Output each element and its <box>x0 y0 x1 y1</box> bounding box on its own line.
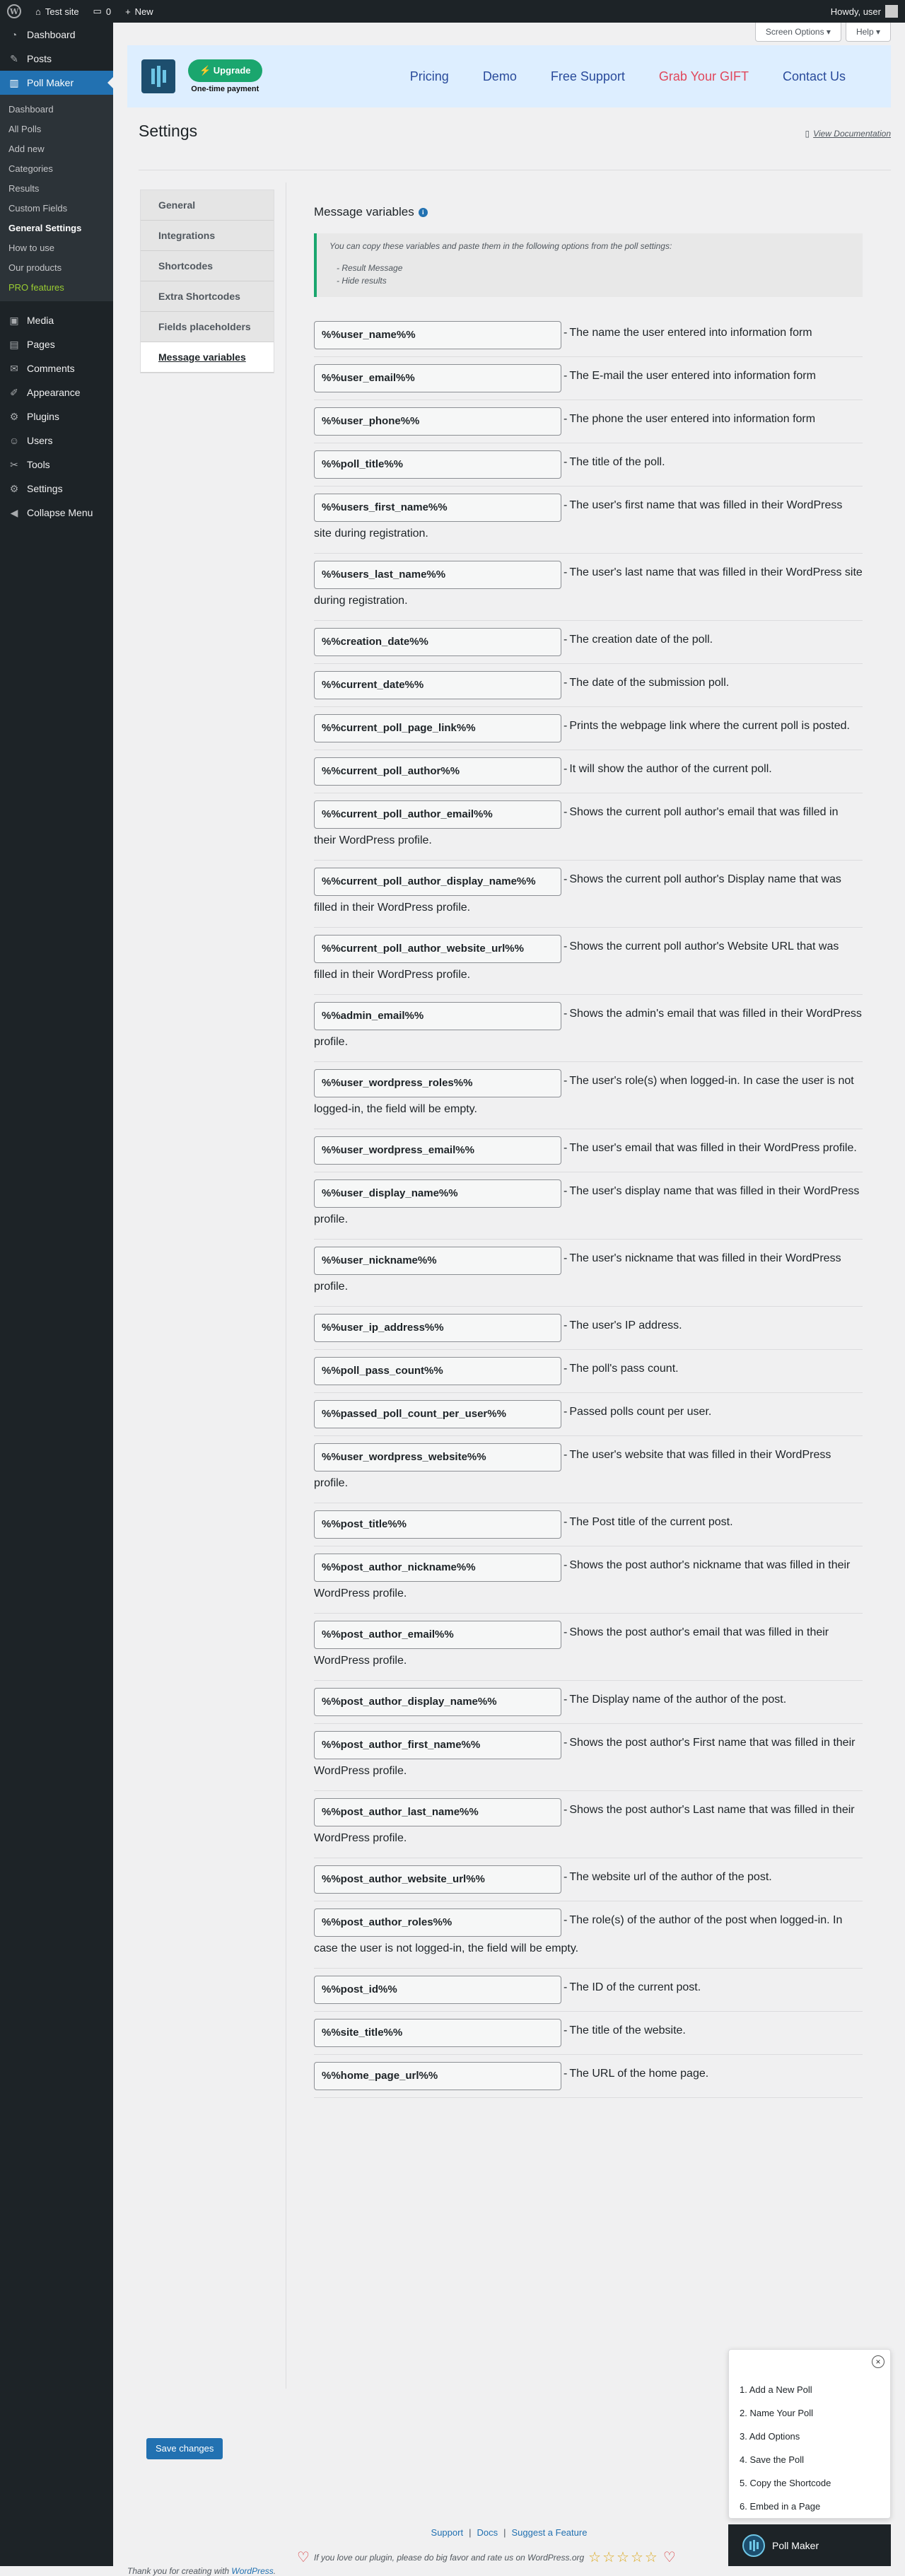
variable-code-field[interactable]: %%post_author_last_name%% <box>314 1798 561 1826</box>
separator: - <box>564 2024 568 2036</box>
variable-row <box>314 400 863 443</box>
separator: - <box>564 873 568 885</box>
variable-row <box>314 486 863 554</box>
guide-step[interactable]: 6. Embed in a Page <box>740 2501 821 2512</box>
menu-label: Users <box>27 435 53 446</box>
separator: - <box>564 2068 568 2080</box>
tab-integrations[interactable]: Integrations <box>141 221 274 251</box>
separator: - <box>564 327 568 339</box>
wordpress-link[interactable]: WordPress <box>231 2566 274 2576</box>
menu-label: Appearance <box>27 387 81 398</box>
separator: - <box>564 1449 568 1461</box>
variable-code-field[interactable]: %%user_phone%% <box>314 407 561 436</box>
submenu-item-general-settings[interactable]: General Settings <box>8 222 82 233</box>
variable-code-field[interactable]: %%current_poll_author_display_name%% <box>314 868 561 896</box>
menu-label: Settings <box>27 483 63 494</box>
promo-link-grab-your-gift[interactable]: Grab Your GIFT <box>658 69 749 83</box>
menu-item-settings[interactable] <box>0 477 113 501</box>
separator: - <box>564 1185 568 1197</box>
variable-code-field[interactable]: %%post_author_roles%% <box>314 1908 561 1937</box>
separator: - <box>564 634 568 646</box>
howdy-text: Howdy, user <box>830 6 881 17</box>
menu-label: Dashboard <box>27 29 76 40</box>
guide-toggle-bar[interactable] <box>728 2524 891 2566</box>
submenu-item-results[interactable]: Results <box>8 182 40 194</box>
separator: - <box>564 1075 568 1087</box>
menu-label: Pages <box>27 339 55 350</box>
variable-row <box>314 1350 863 1393</box>
footer-rate <box>297 2548 676 2566</box>
comment-bubble-icon: ▭ <box>93 6 102 16</box>
posts-icon: ✎ <box>10 52 18 64</box>
menu-label: Poll Maker <box>27 77 74 88</box>
promo-links <box>393 69 863 84</box>
variable-code-field[interactable]: %%post_author_nickname%% <box>314 1554 561 1582</box>
variable-description: The user's website that was filled in their WordPress profile. <box>314 1449 831 1489</box>
menu-item-plugins[interactable] <box>0 404 113 429</box>
variable-code-field[interactable]: %%post_title%% <box>314 1510 561 1539</box>
variable-code-field[interactable]: %%post_author_display_name%% <box>314 1688 561 1716</box>
variable-code-field[interactable]: %%user_name%% <box>314 321 561 349</box>
variable-description: The user's role(s) when logged-in. In case the user is not logged-in, the field will be empty. <box>314 1075 854 1115</box>
promo-link-pricing[interactable]: Pricing <box>409 69 449 83</box>
usage-note <box>314 233 863 297</box>
tab-fields-placeholders[interactable]: Fields placeholders <box>141 312 274 342</box>
promo-link-demo[interactable]: Demo <box>482 69 517 83</box>
variable-row <box>314 995 863 1062</box>
menu-label: Posts <box>27 53 52 64</box>
variable-code-field[interactable]: %%post_id%% <box>314 1976 561 2004</box>
separator: - <box>564 720 568 732</box>
variable-code-field[interactable]: %%poll_pass_count%% <box>314 1357 561 1385</box>
plugins-icon: ⚙ <box>9 410 19 422</box>
variable-description: The website url of the author of the post. <box>569 1871 772 1883</box>
separator: - <box>564 1914 568 1926</box>
separator: - <box>564 1981 568 1993</box>
variable-description: The phone the user entered into information form <box>569 413 816 425</box>
link-separator: | <box>469 2527 472 2538</box>
heart-icon: ♡ <box>662 2550 676 2565</box>
variable-description: Passed polls count per user. <box>569 1406 712 1418</box>
variable-row <box>314 314 863 357</box>
collapse-icon: ◀ <box>10 506 18 518</box>
guide-step[interactable]: 3. Add Options <box>740 2431 800 2442</box>
variable-code-field[interactable]: %%current_poll_author_email%% <box>314 800 561 829</box>
variable-code-field[interactable]: %%current_poll_author_website_url%% <box>314 935 561 963</box>
variable-row <box>314 707 863 750</box>
variable-row <box>314 1614 863 1681</box>
variable-row <box>314 1858 863 1901</box>
variable-description: The date of the submission poll. <box>569 677 730 689</box>
separator: - <box>564 806 568 818</box>
link-separator: | <box>503 2527 506 2538</box>
note-text: You can copy these variables and paste them in the following options from the poll settings: <box>329 241 672 251</box>
variable-code-field[interactable]: %%current_poll_page_link%% <box>314 714 561 742</box>
wp-logo-menu[interactable] <box>0 0 28 23</box>
variable-row <box>314 664 863 707</box>
save-changes-button[interactable]: Save changes <box>146 2438 223 2459</box>
variable-row <box>314 1240 863 1307</box>
variable-description: Shows the post author's First name that was filled in their WordPress profile. <box>314 1737 856 1777</box>
variable-row <box>314 1062 863 1129</box>
account-menu[interactable] <box>824 0 905 23</box>
variable-code-field[interactable]: %%admin_email%% <box>314 1002 561 1030</box>
dashboard-icon: ◔ <box>11 29 18 40</box>
new-content-link[interactable] <box>118 0 160 23</box>
variable-row <box>314 1901 863 1969</box>
promo-link-free-support[interactable]: Free Support <box>550 69 625 83</box>
variable-row <box>314 621 863 664</box>
site-name-link[interactable] <box>28 0 86 23</box>
separator: - <box>564 1406 568 1418</box>
variable-code-field[interactable]: %%poll_title%% <box>314 450 561 479</box>
tab-shortcodes[interactable]: Shortcodes <box>141 251 274 281</box>
menu-label: Tools <box>27 459 50 470</box>
variable-description: Shows the post author's email that was filled in their WordPress profile. <box>314 1626 829 1667</box>
rate-text: If you love our plugin, please do big favor and rate us on WordPress.org <box>313 2552 585 2563</box>
comments-count: 0 <box>105 6 112 17</box>
separator: - <box>564 456 568 468</box>
variable-row <box>314 1393 863 1436</box>
separator: - <box>564 499 568 511</box>
separator: - <box>564 1363 568 1375</box>
variable-code-field[interactable]: %%post_author_first_name%% <box>314 1731 561 1759</box>
variable-code-field[interactable]: %%users_last_name%% <box>314 561 561 589</box>
menu-item-appearance[interactable] <box>0 380 113 404</box>
submenu-item-all-polls[interactable]: All Polls <box>8 123 42 134</box>
variable-row <box>314 1546 863 1614</box>
view-documentation-link[interactable] <box>805 129 891 139</box>
note-item: - Result Message <box>337 262 851 274</box>
separator: - <box>564 413 568 425</box>
variable-code-field[interactable]: %%site_title%% <box>314 2019 561 2047</box>
submenu-item-pro-features[interactable]: PRO features <box>8 281 64 293</box>
heart-icon: ♡ <box>297 2550 310 2565</box>
info-icon[interactable]: i <box>419 208 428 217</box>
variable-code-field[interactable]: %%user_display_name%% <box>314 1179 561 1208</box>
variables-list <box>314 314 863 2098</box>
home-icon: ⌂ <box>35 6 41 17</box>
separator: - <box>564 1142 568 1154</box>
separator: - <box>564 940 568 952</box>
separator: - <box>564 1737 568 1749</box>
footer-link-docs[interactable]: Docs <box>477 2527 498 2538</box>
variable-row <box>314 1724 863 1791</box>
thanks-prefix: Thank you for creating with <box>127 2566 232 2576</box>
menu-item-pages[interactable] <box>0 332 113 356</box>
variable-row <box>314 1681 863 1724</box>
separator: - <box>564 677 568 689</box>
comments-link[interactable] <box>86 0 119 23</box>
variable-row <box>314 1969 863 2012</box>
page-title: Settings <box>139 122 198 140</box>
variable-description: The ID of the current post. <box>569 1981 701 1993</box>
variable-row <box>314 443 863 486</box>
comments-icon: ✉ <box>10 362 18 374</box>
footer-link-support[interactable]: Support <box>431 2527 464 2538</box>
upgrade-button[interactable]: ⚡ Upgrade <box>188 59 262 82</box>
one-time-payment-label: One-time payment <box>191 85 259 93</box>
tab-message-variables[interactable]: Message variables <box>141 342 274 373</box>
appearance-icon: ✐ <box>10 386 18 398</box>
submenu-item-our-products[interactable]: Our products <box>8 262 62 273</box>
note-item: - Hide results <box>337 274 851 287</box>
separator: - <box>564 566 568 578</box>
variable-row <box>314 357 863 400</box>
variable-code-field[interactable]: %%user_email%% <box>314 364 561 392</box>
rating-stars[interactable]: ☆☆☆☆☆ <box>588 2550 659 2565</box>
document-icon: ▯ <box>805 129 810 139</box>
variable-description: The user's first name that was filled in their WordPress site during registration. <box>314 499 843 540</box>
variable-description: The E-mail the user entered into information form <box>569 370 816 382</box>
promo-banner <box>127 45 891 107</box>
separator: - <box>564 1871 568 1883</box>
variable-description: The Display name of the author of the post. <box>569 1694 787 1706</box>
variable-row <box>314 1436 863 1503</box>
menu-label: Comments <box>27 363 75 374</box>
guide-step[interactable]: 5. Copy the Shortcode <box>740 2478 831 2488</box>
variable-description: The user's email that was filled in their WordPress profile. <box>569 1142 857 1154</box>
variable-code-field[interactable]: %%users_first_name%% <box>314 494 561 522</box>
variable-code-field[interactable]: %%user_nickname%% <box>314 1247 561 1275</box>
guide-step[interactable]: 2. Name Your Poll <box>740 2408 814 2418</box>
menu-item-users[interactable] <box>0 429 113 453</box>
variable-description: The user's nickname that was filled in their WordPress profile. <box>314 1252 841 1293</box>
separator: - <box>564 763 568 775</box>
poll-maker-logo <box>141 59 175 93</box>
variable-description: The title of the poll. <box>569 456 665 468</box>
variable-row <box>314 928 863 995</box>
wordpress-logo-icon: W <box>7 4 21 18</box>
variable-description: Prints the webpage link where the current poll is posted. <box>569 720 850 732</box>
settings-tabs <box>140 190 274 373</box>
panel-heading <box>314 205 863 219</box>
view-docs-label: View Documentation <box>813 129 891 139</box>
variable-code-field[interactable]: %%passed_poll_count_per_user%% <box>314 1400 561 1428</box>
menu-item-poll-maker[interactable] <box>0 71 113 95</box>
media-icon: ▣ <box>9 314 19 326</box>
variable-description: The user's last name that was filled in their WordPress site during registration. <box>314 566 863 607</box>
separator: - <box>564 1626 568 1638</box>
panel-heading-text: Message variables <box>314 205 414 218</box>
admin-sidebar <box>0 23 113 2566</box>
footer-thanks <box>127 2566 276 2576</box>
variable-description: The role(s) of the author of the post when logged-in. In case the user is not logged-in, the field will be empty. <box>314 1914 843 1954</box>
variable-row <box>314 2055 863 2098</box>
variable-description: The title of the website. <box>569 2024 686 2036</box>
screen-options-button[interactable]: Screen Options ▾ <box>755 23 841 42</box>
variable-code-field[interactable]: %%home_page_url%% <box>314 2062 561 2090</box>
variable-code-field[interactable]: %%user_wordpress_email%% <box>314 1136 561 1165</box>
plus-icon: + <box>125 6 131 17</box>
message-variables-panel <box>314 205 863 2098</box>
separator: - <box>564 370 568 382</box>
variable-description: The creation date of the poll. <box>569 634 713 646</box>
submenu-item-add-new[interactable]: Add new <box>8 143 45 154</box>
variable-code-field[interactable]: %%user_wordpress_website%% <box>314 1443 561 1471</box>
tools-icon: ✂ <box>10 458 18 470</box>
variable-description: Shows the admin's email that was filled in their WordPress profile. <box>314 1008 862 1048</box>
menu-item-comments[interactable] <box>0 356 113 380</box>
submenu-item-how-to-use[interactable]: How to use <box>8 242 55 253</box>
menu-item-collapse-menu[interactable] <box>0 501 113 525</box>
variable-row <box>314 1172 863 1240</box>
variable-description: The poll's pass count. <box>569 1363 679 1375</box>
help-button[interactable]: Help ▾ <box>846 23 891 42</box>
variable-row <box>314 793 863 861</box>
variable-description: The user's display name that was filled in their WordPress profile. <box>314 1185 860 1225</box>
menu-item-media[interactable] <box>0 308 113 332</box>
variable-description: The URL of the home page. <box>569 2068 709 2080</box>
poll-maker-submenu <box>0 95 113 301</box>
variable-row <box>314 750 863 793</box>
variable-row <box>314 1503 863 1546</box>
variable-description: Shows the post author's nickname that was filled in their WordPress profile. <box>314 1559 851 1599</box>
variable-row <box>314 861 863 928</box>
variable-row <box>314 554 863 621</box>
admin-bar <box>0 0 905 23</box>
variable-description: The user's IP address. <box>569 1319 682 1331</box>
tab-general[interactable]: General <box>141 190 274 221</box>
variable-code-field[interactable]: %%creation_date%% <box>314 628 561 656</box>
menu-label: Collapse Menu <box>27 507 93 518</box>
variable-description: The Post title of the current post. <box>569 1516 733 1528</box>
variable-code-field[interactable]: %%post_author_email%% <box>314 1621 561 1649</box>
variable-description: Shows the current poll author's Website URL that was filled in their WordPress profile. <box>314 940 839 981</box>
variable-code-field[interactable]: %%user_wordpress_roles%% <box>314 1069 561 1097</box>
separator: - <box>564 1516 568 1528</box>
footer-link-suggest-a-feature[interactable]: Suggest a Feature <box>511 2527 588 2538</box>
avatar <box>885 5 898 18</box>
variable-row <box>314 1129 863 1172</box>
submenu-item-dashboard[interactable]: Dashboard <box>8 103 54 115</box>
separator: - <box>564 1252 568 1264</box>
variable-row <box>314 2012 863 2055</box>
close-icon[interactable]: × <box>872 2355 884 2368</box>
menu-item-dashboard[interactable] <box>0 23 113 47</box>
variable-description: Shows the post author's Last name that was filled in their WordPress profile. <box>314 1804 855 1844</box>
menu-label: Plugins <box>27 411 59 422</box>
separator: - <box>564 1694 568 1706</box>
pages-icon: ▤ <box>9 338 19 350</box>
variable-description: Shows the current poll author's Display name that was filled in their WordPress profile. <box>314 873 841 914</box>
users-icon: ☺ <box>8 435 20 446</box>
new-label: New <box>134 6 153 17</box>
poll-maker-logo-icon <box>742 2534 765 2557</box>
submenu-item-custom-fields[interactable]: Custom Fields <box>8 202 68 214</box>
guide-step[interactable]: 4. Save the Poll <box>740 2454 805 2465</box>
site-name-label: Test site <box>45 6 79 17</box>
settings-icon: ⚙ <box>9 482 19 494</box>
variable-description: The name the user entered into information form <box>569 327 812 339</box>
variable-description: Shows the current poll author's email that was filled in their WordPress profile. <box>314 806 839 846</box>
menu-item-tools[interactable] <box>0 453 113 477</box>
separator: - <box>564 1559 568 1571</box>
separator: - <box>564 1804 568 1816</box>
poll-maker-icon: ▥ <box>9 76 19 88</box>
guide-bar-label: Poll Maker <box>772 2539 819 2551</box>
tab-extra-shortcodes[interactable]: Extra Shortcodes <box>141 281 274 312</box>
variable-description: It will show the author of the current poll. <box>569 763 772 775</box>
thanks-suffix: . <box>273 2566 276 2576</box>
separator: - <box>564 1319 568 1331</box>
variable-code-field[interactable]: %%user_ip_address%% <box>314 1314 561 1342</box>
variable-row <box>314 1791 863 1858</box>
guide-step[interactable]: 1. Add a New Poll <box>740 2384 812 2395</box>
variable-code-field[interactable]: %%post_author_website_url%% <box>314 1865 561 1894</box>
variable-code-field[interactable]: %%current_date%% <box>314 671 561 699</box>
menu-item-posts[interactable] <box>0 47 113 71</box>
variable-code-field[interactable]: %%current_poll_author%% <box>314 757 561 786</box>
variable-row <box>314 1307 863 1350</box>
getting-started-guide <box>728 2349 891 2519</box>
note-list <box>329 262 851 287</box>
submenu-item-categories[interactable]: Categories <box>8 163 53 174</box>
menu-label: Media <box>27 315 54 326</box>
separator: - <box>564 1008 568 1020</box>
guide-steps <box>729 2350 890 2518</box>
promo-link-contact-us[interactable]: Contact Us <box>782 69 846 83</box>
